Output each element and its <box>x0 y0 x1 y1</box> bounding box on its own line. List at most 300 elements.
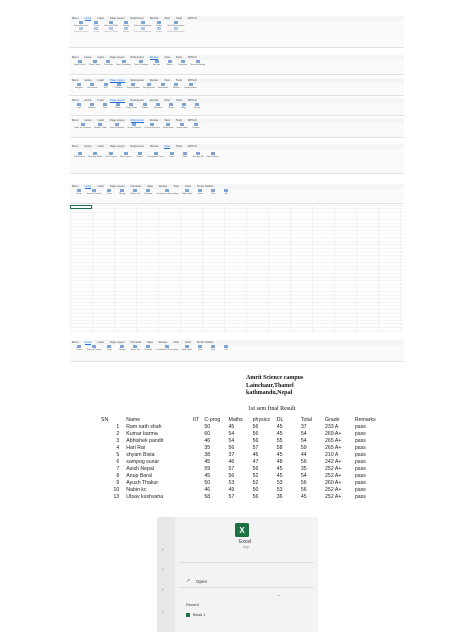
chevron-right-icon[interactable]: › <box>162 587 164 593</box>
tool-label: Sum <box>197 192 203 195</box>
tab-review[interactable]: Review <box>149 99 159 102</box>
tool-label: Merge <box>119 192 126 195</box>
tool-right-button[interactable] <box>113 103 123 108</box>
table-cell: Kumar barma <box>126 430 158 437</box>
tool-navigation-pane-button[interactable] <box>148 152 164 157</box>
tab-wps-ai[interactable]: WPS AI <box>187 119 197 122</box>
table-cell <box>192 465 203 472</box>
tool-columns-button[interactable] <box>114 83 124 88</box>
tab-page-layout[interactable]: Page Layout <box>109 17 125 20</box>
chevron-right-icon[interactable]: › <box>162 567 164 573</box>
table-cell: 46 <box>204 437 211 444</box>
tool-label: Bottom <box>88 106 96 109</box>
table-row <box>100 486 400 493</box>
tool-wrap-text-button[interactable] <box>130 345 140 350</box>
tab-references[interactable]: References <box>130 56 144 59</box>
tool-breaks-button[interactable] <box>171 83 181 88</box>
table-cell: 265 A+ <box>325 437 342 444</box>
tool-label: Fill <box>224 348 228 351</box>
table-cell: pass <box>354 493 366 500</box>
tool-normal-web--button[interactable] <box>104 24 119 33</box>
tool-label: Background <box>143 86 155 89</box>
table-cell: 5 <box>116 451 120 458</box>
tool-accept-button[interactable] <box>152 60 162 65</box>
table-cell: 57 <box>252 444 259 451</box>
tool-format-painter-button[interactable] <box>74 24 89 33</box>
table-cell: 46 <box>252 451 259 458</box>
tool-label: Normal (Web) <box>104 24 119 27</box>
table-cell: 252 A+ <box>325 486 342 493</box>
tool-insert-footnote-button[interactable] <box>110 123 125 128</box>
tool-label: Outline <box>136 155 144 158</box>
tool-word-count-button[interactable] <box>89 60 101 65</box>
table-cell: 45 <box>276 472 283 479</box>
tool-reject-button[interactable] <box>165 60 175 65</box>
tool-reading-mode-button[interactable] <box>88 152 102 157</box>
tab-references[interactable]: References <box>130 118 144 122</box>
tool-insert-caption-button[interactable] <box>128 123 142 128</box>
open-icon[interactable]: ↗ <box>186 578 191 584</box>
tab-review[interactable]: Review <box>149 119 159 122</box>
recent-heading: Recent <box>186 602 199 607</box>
tab-data[interactable]: Data <box>147 185 153 188</box>
table-cell: 45 <box>204 458 211 465</box>
spreadsheet-ribbon-2 <box>70 340 404 362</box>
tool-label: Font <box>107 348 112 351</box>
tab-smart-toolbox[interactable]: Smart Toolbox <box>196 185 214 188</box>
tool-label: Navigation Pane <box>147 155 164 158</box>
tool-left-button[interactable] <box>100 103 110 108</box>
ribbon-page-layout <box>70 78 404 96</box>
tool-select-button[interactable] <box>154 24 164 33</box>
tab-view[interactable]: View <box>164 17 170 20</box>
table-cell: 59 <box>204 465 211 472</box>
table-cell: pass <box>354 430 366 437</box>
table-cell: 1 <box>116 423 120 430</box>
table-cell: pass <box>354 472 366 479</box>
tool-label: Find and Replace <box>134 24 152 27</box>
tab-menu[interactable]: Menu <box>72 17 79 20</box>
tab-review[interactable]: Review <box>149 17 159 20</box>
tool-label: Word Numeration <box>167 24 185 27</box>
tab-page-layout[interactable]: Page Layout <box>109 56 125 59</box>
tab-home[interactable]: Home <box>84 16 92 20</box>
tool-normal-web--button[interactable] <box>104 21 118 26</box>
tool-table-of-contents-button[interactable] <box>74 123 91 128</box>
tab-menu[interactable]: Menu <box>72 341 79 344</box>
table-cell: 58 <box>276 444 283 451</box>
tab-page-layout[interactable]: Page Layout <box>109 145 125 148</box>
table-cell: 35 <box>300 465 307 472</box>
tab-tools[interactable]: Tools <box>184 185 191 188</box>
tab-review[interactable]: Review <box>158 185 168 188</box>
tool-full-screen-button[interactable] <box>74 152 85 157</box>
tool-label: Reading Mode <box>88 155 103 158</box>
table-row <box>100 437 400 444</box>
tab-menu[interactable]: Menu <box>72 185 79 188</box>
tab-review[interactable]: Review <box>149 145 159 148</box>
table-cell: 252 A+ <box>325 472 342 479</box>
tab-home[interactable]: Home <box>84 56 92 59</box>
table-cell: 13 <box>113 493 120 500</box>
tab-insert[interactable]: Insert <box>97 17 104 20</box>
tool-select-button[interactable] <box>154 21 164 26</box>
table-cell: 56 <box>252 493 259 500</box>
ribbon-page-layout-2 <box>70 98 404 116</box>
tab-formulas[interactable]: Formulas <box>130 341 142 344</box>
tool-conditional-formatting-button[interactable] <box>156 345 178 350</box>
tool-paste-button[interactable] <box>74 345 84 350</box>
table-cell: pass <box>354 451 366 458</box>
tab-smart-toolbox[interactable]: Smart Toolbox <box>196 341 214 344</box>
tab-references[interactable]: References <box>130 79 144 82</box>
tool-fill-button[interactable] <box>221 189 231 194</box>
tab-home[interactable]: Home <box>84 184 92 188</box>
tab-wps-ai[interactable]: WPS AI <box>187 99 197 102</box>
tool-bottom-button[interactable] <box>87 103 97 108</box>
table-cell: 58 <box>204 493 211 500</box>
tool-label: Number <box>144 192 153 195</box>
tab-tools[interactable]: Tools <box>184 341 191 344</box>
tool-label: Insert Footnote <box>109 126 125 129</box>
tool-spell-check-button[interactable] <box>74 60 86 65</box>
column-header: Total <box>300 416 312 423</box>
tool-sum-button[interactable] <box>195 189 205 194</box>
tab-page-layout[interactable]: Page Layout <box>109 341 125 344</box>
ribbon-view <box>70 144 404 174</box>
tab-references[interactable]: References <box>130 17 144 20</box>
tool-label: Insert Index <box>176 126 188 129</box>
table-cell: 55 <box>276 437 283 444</box>
divider <box>179 587 314 588</box>
table-cell: Abhishek pandit <box>126 437 164 444</box>
table-cell: 53 <box>276 479 283 486</box>
tool-label: Wrap Text <box>130 192 141 195</box>
tool-word-numeration-button[interactable] <box>167 21 184 26</box>
tab-page-layout[interactable]: Page Layout <box>109 98 125 102</box>
tool-label: Format Painter <box>74 24 89 27</box>
tab-view[interactable]: View <box>164 79 170 82</box>
tool-label: Zoom <box>168 155 175 158</box>
tool-split-window-button[interactable] <box>206 152 219 157</box>
tool-track-changes-button[interactable] <box>134 60 149 65</box>
tool-paste-button[interactable] <box>91 21 101 26</box>
tab-tools[interactable]: Tools <box>175 17 182 20</box>
table-cell: 2 <box>116 430 120 437</box>
tool-font-button[interactable] <box>104 189 114 194</box>
table-cell: pass <box>354 465 366 472</box>
tool-page-borders-button[interactable] <box>127 83 140 88</box>
tab-wps-ai[interactable]: WPS AI <box>187 17 197 20</box>
table-cell: 56 <box>252 437 259 444</box>
table-cell: 265 A+ <box>325 444 342 451</box>
tab-view[interactable]: View <box>173 341 179 344</box>
ribbon-home <box>70 16 404 48</box>
tool-strong-button[interactable] <box>121 24 131 33</box>
excel-start-panel <box>157 517 318 632</box>
tool-label: Table Style <box>181 192 193 195</box>
tool-word-numeration-button[interactable] <box>167 24 185 33</box>
tool-format-painter-button[interactable] <box>74 21 88 26</box>
tool-watermark-button[interactable] <box>158 83 169 88</box>
tab-insert[interactable]: Insert <box>97 56 104 59</box>
tab-wps-ai[interactable]: WPS AI <box>187 145 197 148</box>
tab-menu[interactable]: Menu <box>72 145 79 148</box>
table-cell <box>192 437 203 444</box>
tab-tools[interactable]: Tools <box>175 145 182 148</box>
selected-cell[interactable] <box>70 205 92 209</box>
tab-menu[interactable]: Menu <box>72 119 79 122</box>
table-cell: Ayush Thakur <box>126 479 159 486</box>
table-cell: Hari Rai <box>126 444 146 451</box>
table-cell: 36 <box>276 493 283 500</box>
tool-sort-button[interactable] <box>208 345 218 350</box>
tool-wrap-text-button[interactable] <box>130 189 140 194</box>
tab-view[interactable]: View <box>164 144 170 148</box>
table-cell <box>192 493 203 500</box>
tool-label: Align <box>181 106 187 109</box>
tool-sum-button[interactable] <box>195 345 205 350</box>
tab-menu[interactable]: Menu <box>72 56 79 59</box>
table-cell: 45 <box>276 465 283 472</box>
tool-label: Accept <box>153 63 160 66</box>
table-cell: 46 <box>204 486 211 493</box>
chevron-right-icon[interactable]: › <box>162 547 164 553</box>
tool-web-layout-button[interactable] <box>120 152 132 157</box>
tab-view[interactable]: View <box>164 56 170 59</box>
spreadsheet-ribbon <box>70 184 404 204</box>
tab-review[interactable]: Review <box>149 55 159 59</box>
tool-insert-index-button[interactable] <box>177 123 188 128</box>
tool-sort-button[interactable] <box>208 189 218 194</box>
tool-orientation-button[interactable] <box>87 83 98 88</box>
tool-label: Merge <box>119 348 126 351</box>
table-cell: 50 <box>204 423 211 430</box>
tab-page-layout[interactable]: Page Layout <box>109 78 125 82</box>
tab-home[interactable]: Home <box>84 79 92 82</box>
table-row <box>100 423 400 430</box>
tool-label: Arrange All <box>192 155 204 158</box>
chevron-down-icon[interactable]: ⌄ <box>277 592 281 597</box>
table-cell: 60 <box>204 430 211 437</box>
tool-label: Font <box>107 192 112 195</box>
tool-table-style-button[interactable] <box>181 189 192 194</box>
table-cell: Anup Baral <box>126 472 152 479</box>
tool-size-button[interactable] <box>101 83 111 88</box>
tool-label: Sum <box>197 348 203 351</box>
tool-page-color-button[interactable] <box>126 103 137 108</box>
tab-tools[interactable]: Tools <box>175 99 182 102</box>
table-cell: pass <box>354 479 366 486</box>
tab-insert[interactable]: Insert <box>97 79 104 82</box>
tool-label: Find and Replace <box>134 30 152 33</box>
tool-label: Full Screen <box>74 155 86 158</box>
tab-view[interactable]: View <box>173 185 179 188</box>
tool-paste-button[interactable] <box>74 189 84 194</box>
tool-group-button[interactable] <box>192 103 202 108</box>
tool-font-button[interactable] <box>104 345 114 350</box>
tool-label: Conditional Formatting <box>156 348 179 351</box>
tool-outline-button[interactable] <box>135 152 145 157</box>
tool-label: Paste <box>76 348 82 351</box>
tool-wrap-button[interactable] <box>166 103 176 108</box>
tool-align-button[interactable] <box>179 103 189 108</box>
tool-new-comment-button[interactable] <box>116 60 130 65</box>
table-cell: 45 <box>276 430 283 437</box>
tool-strong-button[interactable] <box>121 21 131 26</box>
table-cell: shyam Bista <box>126 451 155 458</box>
tool-label: Format Painter <box>87 348 102 351</box>
tool-fill-button[interactable] <box>221 345 231 350</box>
app-name: Excel <box>239 539 252 545</box>
tab-home[interactable]: Home <box>84 99 92 102</box>
tool-label: Update Table <box>94 126 107 129</box>
table-cell: 53 <box>228 479 235 486</box>
tab-home[interactable]: Home <box>84 340 92 344</box>
table-cell: 37 <box>228 451 235 458</box>
table-cell: 10 <box>113 486 120 493</box>
tool-number-button[interactable] <box>143 345 153 350</box>
open-button[interactable]: Open <box>196 579 208 584</box>
tab-tools[interactable]: Tools <box>175 56 182 59</box>
table-header-row <box>100 416 400 423</box>
tool-label: Compare <box>178 63 188 66</box>
tab-references[interactable]: References <box>130 145 144 148</box>
tool-label: Left <box>103 106 107 109</box>
tool-format-painter-button[interactable] <box>87 345 101 350</box>
table-cell: 54 <box>300 472 307 479</box>
tool-number-button[interactable] <box>143 189 153 194</box>
tab-data[interactable]: Data <box>147 341 153 344</box>
tab-insert[interactable]: Insert <box>97 341 104 344</box>
table-cell: 56 <box>228 472 235 479</box>
tool-print-layout-button[interactable] <box>105 152 117 157</box>
table-cell: 210 A <box>325 451 339 458</box>
tool-label: Translate <box>103 63 113 66</box>
tool-find-and-replace-button[interactable] <box>134 24 152 33</box>
table-cell: 52 <box>252 479 259 486</box>
side-nav <box>157 517 175 632</box>
campus-name: Amrit Science campus <box>246 375 304 381</box>
tool-hyphenation-button[interactable] <box>184 83 196 88</box>
tab-menu[interactable]: Menu <box>72 79 79 82</box>
tab-tools[interactable]: Tools <box>175 79 182 82</box>
tool-arrange-all-button[interactable] <box>193 152 204 157</box>
tool-merge-button[interactable] <box>117 189 127 194</box>
table-cell <box>192 479 203 486</box>
tab-wps-ai[interactable]: WPS AI <box>187 56 197 59</box>
tool-100--button[interactable] <box>180 152 190 157</box>
table-row <box>100 472 400 479</box>
tab-home[interactable]: Home <box>84 145 92 148</box>
tab-page-layout[interactable]: Page Layout <box>109 185 125 188</box>
tool-zoom-button[interactable] <box>167 152 177 157</box>
tool-label: Top <box>77 106 81 109</box>
table-cell <box>192 451 203 458</box>
tab-insert[interactable]: Insert <box>97 145 104 148</box>
tool-label: Page Color <box>126 106 137 109</box>
tool-top-button[interactable] <box>74 103 84 108</box>
tab-insert[interactable]: Insert <box>97 185 104 188</box>
tool-find-and-replace-button[interactable] <box>134 21 151 26</box>
tool-table-style-button[interactable] <box>181 345 192 350</box>
results-table <box>100 416 400 500</box>
tool-format-painter-button[interactable] <box>87 189 101 194</box>
tab-home[interactable]: Home <box>84 119 92 122</box>
tool-paste-button[interactable] <box>91 24 101 33</box>
table-cell: 54 <box>228 430 235 437</box>
tab-insert[interactable]: Insert <box>97 119 104 122</box>
table-cell <box>192 486 203 493</box>
column-header: SN. <box>101 416 110 423</box>
column-header: physics <box>252 416 270 423</box>
tab-insert[interactable]: Insert <box>97 99 104 102</box>
tool-translate-button[interactable] <box>103 60 113 65</box>
tool-update-table-button[interactable] <box>94 123 107 128</box>
table-cell: 242 A+ <box>325 458 342 465</box>
tool-spacing-button[interactable] <box>153 103 163 108</box>
tool-label: Wrap Text <box>130 348 141 351</box>
table-cell: 56 <box>300 486 307 493</box>
tool-label: Margins <box>75 86 83 89</box>
column-header: Grade <box>325 416 340 423</box>
tool-label: Group <box>193 106 200 109</box>
tab-formulas[interactable]: Formulas <box>130 185 142 188</box>
tab-references[interactable]: References <box>130 99 144 102</box>
tool-indent-button[interactable] <box>140 103 150 108</box>
table-cell: 260 A+ <box>325 479 342 486</box>
recent-file[interactable]: Book 1 <box>193 612 206 617</box>
tool-restrict-editing-button[interactable] <box>191 60 206 65</box>
table-cell: 56 <box>252 423 259 430</box>
tab-review[interactable]: Review <box>149 79 159 82</box>
spreadsheet-grid-1[interactable] <box>70 205 404 333</box>
tool-compare-button[interactable] <box>178 60 188 65</box>
tool-merge-button[interactable] <box>117 345 127 350</box>
tab-tools[interactable]: Tools <box>175 119 182 122</box>
tool-label: Mark Entry <box>162 126 174 129</box>
tool-label: Orientation <box>87 86 98 89</box>
tool-label: Strong <box>122 24 130 27</box>
tool-conditional-formatting-button[interactable] <box>156 189 178 194</box>
tab-page-layout[interactable]: Page Layout <box>109 119 125 122</box>
tool-label: Spacing <box>154 106 162 109</box>
tool-label: Web Layout <box>120 155 132 158</box>
tool-label: Hyphenation <box>184 86 197 89</box>
tab-wps-ai[interactable]: WPS AI <box>187 79 197 82</box>
tab-view[interactable]: View <box>164 119 170 122</box>
tab-view[interactable]: View <box>164 99 170 102</box>
tool-label: Restrict Editing <box>190 63 206 66</box>
tool-cross-reference-button[interactable] <box>144 123 160 128</box>
table-cell: 46 <box>228 458 235 465</box>
tool-citation-button[interactable] <box>191 123 201 128</box>
chevron-right-icon[interactable]: › <box>162 609 164 615</box>
tool-label: Wrap <box>168 106 174 109</box>
tool-label: Cross-reference <box>144 126 160 129</box>
tool-label: Breaks <box>173 86 180 89</box>
table-cell: 49 <box>228 486 235 493</box>
tool-background-button[interactable] <box>143 83 155 88</box>
table-cell: Asish Nepal <box>126 465 154 472</box>
tab-review[interactable]: Review <box>158 341 168 344</box>
tool-mark-entry-button[interactable] <box>163 123 174 128</box>
excel-app-icon[interactable]: X <box>235 523 249 537</box>
tab-menu[interactable]: Menu <box>72 99 79 102</box>
table-cell: 4 <box>116 444 120 451</box>
table-cell: 56 <box>252 465 259 472</box>
tool-margins-button[interactable] <box>74 83 84 88</box>
